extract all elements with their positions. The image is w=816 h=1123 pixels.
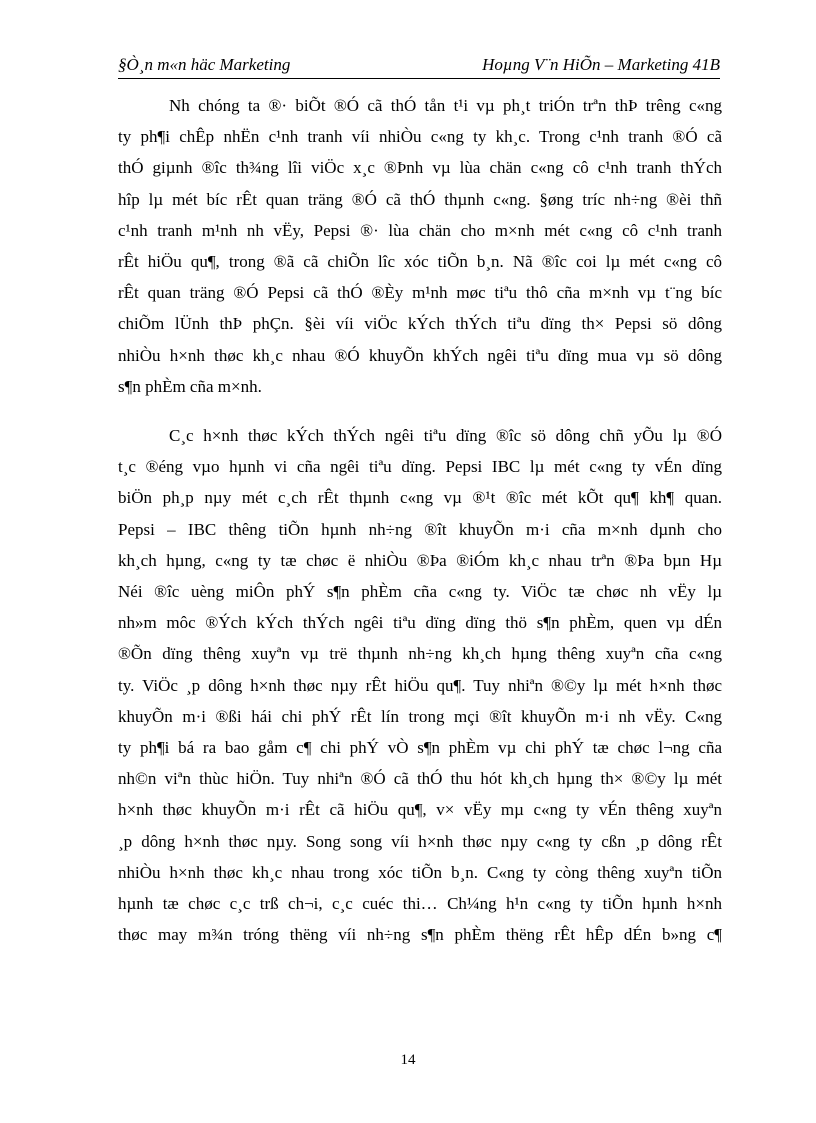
text-line: rÊt hiÖu qu¶, trong ®ã cã chiÕn lîc xóc tiÕn b¸n. Nã ®îc coi lµ mét c«ng cô xyxy=(118,252,722,272)
text-line: Nh chóng ta ®· biÕt ®Ó cã thÓ tån t¹i vµ ph¸t triÓn trªn thÞ trêng c«ng xyxy=(169,96,722,115)
document-body xyxy=(118,90,722,950)
text-line: nhiÒu h×nh thøc kh¸c nhau trong xóc tiÕn b¸n. C«ng ty còng thêng xuyªn tiÕn xyxy=(118,862,722,882)
text-line: ty ph¶i bá ra bao gåm c¶ chi phÝ vÒ s¶n phÈm vµ chi phÝ tæ chøc l¬ng cña xyxy=(118,738,722,758)
text-line: kh¸ch hµng, c«ng ty tæ chøc ë nhiÒu ®Þa ®iÓm kh¸c nhau trªn ®Þa bµn Hµ xyxy=(118,550,722,570)
text-line: s¶n phÈm cña m×nh. xyxy=(118,376,262,396)
text-line: C¸c h×nh thøc kÝch thÝch ngêi tiªu dïng ®îc sö dông chñ yÕu lµ ®Ó xyxy=(169,426,722,446)
text-line: thÓ giµnh ®îc th¾ng lîi viÖc x¸c ®Þnh vµ lùa chän c«ng cô c¹nh tranh thÝch xyxy=(118,158,722,178)
text-line: h×nh thøc khuyÕn m·i rÊt cã hiÖu qu¶, v× vËy mµ c«ng ty vÉn thêng xuyªn xyxy=(118,800,722,820)
text-line: c¹nh tranh m¹nh nh vËy, Pepsi ®· lùa chän cho m×nh mét c«ng cô c¹nh tranh xyxy=(118,220,722,240)
page-number: 14 xyxy=(400,1052,416,1068)
text-line: thøc may m¾n tróng thëng víi nh÷ng s¶n phÈm thëng rÊt hÊp dÉn b»ng c¶ xyxy=(118,925,722,945)
page-header xyxy=(118,52,720,79)
text-line: t¸c ®éng vµo hµnh vi cña ngêi tiªu dïng. Pepsi IBC lµ mét c«ng ty vÉn dïng xyxy=(118,457,722,477)
text-line: khuyÕn m·i ®ßi hái chi phÝ rÊt lín trong mçi ®ît khuyÕn m·i nh vËy. C«ng xyxy=(118,706,722,726)
text-line: hîp lµ mét bíc rÊt quan träng ®Ó cã thÓ thµnh c«ng. §øng tríc nh÷ng ®èi thñ xyxy=(118,189,722,209)
header-course-title: §Ò¸n m«n häc Marketing xyxy=(118,55,291,74)
text-line: nh»m môc ®Ých kÝch thÝch ngêi tiªu dïng dïng thö s¶n phÈm, quen vµ dÉn xyxy=(118,613,722,633)
text-line: nhiÒu h×nh thøc kh¸c nhau ®Ó khuyÕn khÝch ngêi tiªu dïng mua vµ sö dông xyxy=(118,345,722,365)
text-line: ty. ViÖc ¸p dông h×nh thøc nµy rÊt hiÖu qu¶. Tuy nhiªn ®©y lµ mét h×nh thøc xyxy=(118,675,722,695)
text-line: nh©n viªn thùc hiÖn. Tuy nhiªn ®Ó cã thÓ thu hót kh¸ch hµng th× ®©y lµ mét xyxy=(118,769,722,789)
text-line: chiÕm lÜnh thÞ phÇn. §èi víi viÖc kÝch thÝch tiªu dïng th× Pepsi sö dông xyxy=(118,314,722,334)
text-line: hµnh tæ chøc c¸c trß ch¬i, c¸c cuéc thi… Ch¼ng h¹n c«ng ty tiÕn hµnh h×nh xyxy=(118,894,722,914)
text-line: biÖn ph¸p nµy mét c¸ch rÊt thµnh c«ng vµ ®¹t ®îc mét kÕt qu¶ kh¶ quan. xyxy=(118,488,722,508)
text-line: ¸p dông h×nh thøc nµy. Song song víi h×nh thøc nµy c«ng ty cßn ¸p dông rÊt xyxy=(118,831,722,851)
text-line: ty ph¶i chÊp nhËn c¹nh tranh víi nhiÒu c«ng ty kh¸c. Trong c¹nh tranh ®Ó cã xyxy=(118,127,722,147)
text-line: rÊt quan träng ®Ó Pepsi cã thÓ ®Èy m¹nh møc tiªu thô cña m×nh vµ t¨ng bíc xyxy=(118,283,722,303)
header-author: Hoµng V¨n HiÕn – Marketing 41B xyxy=(482,55,720,74)
text-line: ®Õn dïng thêng xuyªn vµ trë thµnh nh÷ng kh¸ch hµng thêng xuyªn cña c«ng xyxy=(118,644,722,664)
paragraph-1 xyxy=(118,90,722,402)
paragraph-2 xyxy=(118,420,722,950)
text-line: Néi ®îc uèng miÔn phÝ s¶n phÈm cña c«ng ty. ViÖc tæ chøc nh vËy lµ xyxy=(118,582,722,602)
text-line: Pepsi – IBC thêng tiÕn hµnh nh÷ng ®ît khuyÕn m·i cña m×nh dµnh cho xyxy=(118,519,722,539)
